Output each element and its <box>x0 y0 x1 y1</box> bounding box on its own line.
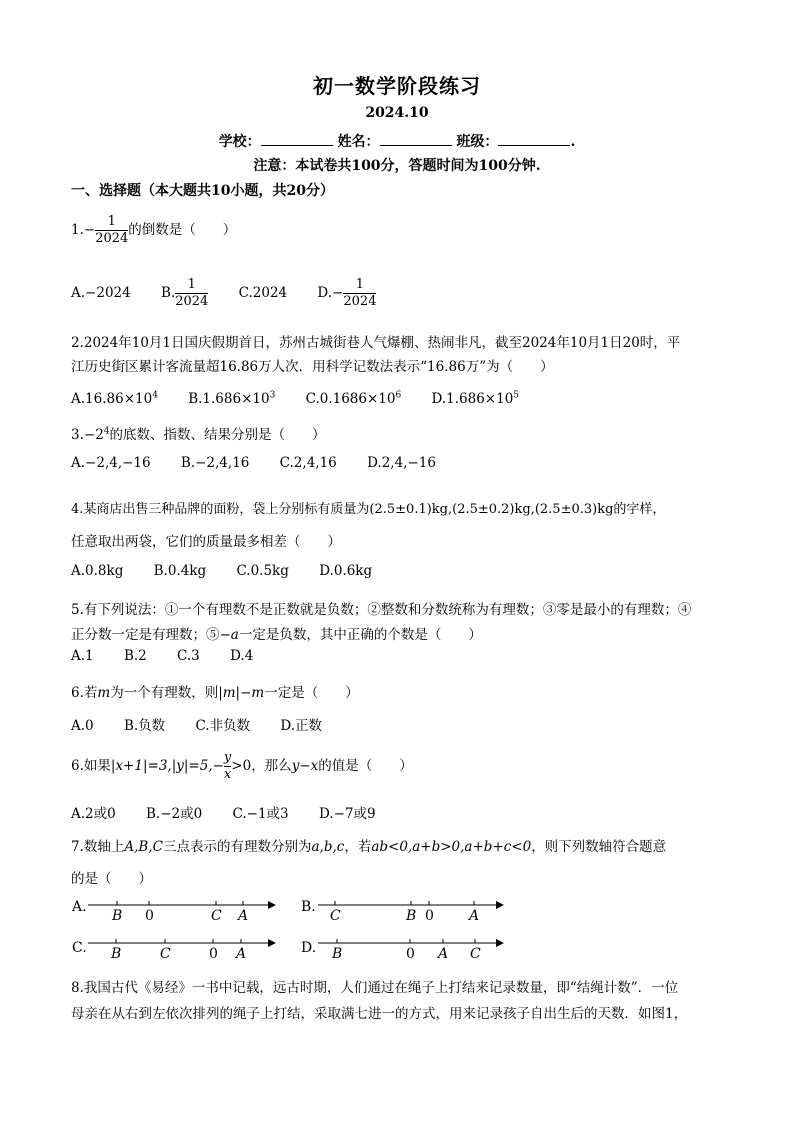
tick-label: C <box>160 946 171 962</box>
q2-options <box>71 390 545 407</box>
q1-option-b-num: 1 <box>187 277 196 292</box>
class-label: 班级： <box>456 134 499 150</box>
number-line-b <box>301 899 504 924</box>
name-blank <box>380 133 452 146</box>
q6b-pre: 6.如果 <box>71 758 111 774</box>
q1-option-b <box>161 277 209 309</box>
number-line-a-arrow <box>268 901 276 909</box>
q3-option-c: C.2,4,16 <box>279 455 337 471</box>
q2-option-d-text: D.1.686×10 <box>431 390 514 407</box>
number-line-c-arrow <box>268 939 276 947</box>
tick-label: 0 <box>425 908 434 924</box>
q2-option-a-text: A.16.86×10 <box>71 390 153 407</box>
q7-condition: ab<0,a+b>0,a+b+c<0 <box>371 839 532 855</box>
number-line-c <box>72 939 276 962</box>
q5-line-2-post: 一定是负数，其中正确的个数是（ ） <box>238 627 482 643</box>
q7-line-1 <box>71 835 666 855</box>
name-label: 姓名： <box>337 134 380 150</box>
q1-option-d <box>317 277 377 309</box>
q7-pre: 7.数轴上 <box>71 839 125 855</box>
tick-label: A <box>238 908 249 924</box>
q6a-post: 一定是（ ） <box>264 685 359 701</box>
q1-denominator: 2024 <box>95 231 129 246</box>
q5-line-1: 5.有下列说法：①一个有理数不是正数就是负数；②整数和分数统称为有理数；③零是最小的有理数；④ <box>71 602 692 618</box>
q6b-expression-1: |x+1|=3,|y|=5,− <box>110 758 224 774</box>
q6a-pre: 6.若 <box>71 685 98 701</box>
tick-label: C <box>470 946 481 962</box>
q7-post: ，则下列数轴符合题意 <box>531 839 667 855</box>
q4-line-1: 4.某商店出售三种品牌的面粉，袋上分别标有质量为(2.5±0.1)kg,(2.5±0.2)kg,(2.5±0.3)kg的字样， <box>71 502 666 517</box>
q1-options <box>71 277 402 310</box>
class-blank <box>498 133 570 146</box>
q3-exp: 4 <box>103 426 110 437</box>
number-line-b-arrow <box>496 901 504 909</box>
tick-label: 0 <box>209 946 218 962</box>
q6a-option-a: A.0 <box>71 718 94 734</box>
number-line-d-arrow <box>496 939 504 947</box>
question-6a <box>71 681 359 701</box>
info-end: . <box>570 134 576 150</box>
q8-line-1: 8.我国古代《易经》一书中记载，远古时期，人们通过在绳子上打结来记录数量，即“结绳计数”．一位 <box>71 980 679 996</box>
q1-option-d-fraction <box>343 277 376 310</box>
q7-mid-2: ，若 <box>344 839 372 855</box>
page-title: 初一数学阶段练习 <box>313 74 481 98</box>
q3-options <box>71 455 462 471</box>
q6b-option-a: A.2或0 <box>71 806 116 822</box>
question-1 <box>71 214 236 247</box>
q1-option-a: A.−2024 <box>71 285 131 301</box>
tick-label: B <box>406 908 417 924</box>
q1-option-b-fraction <box>175 277 208 310</box>
q3-option-b: B.−2,4,16 <box>180 455 250 471</box>
q4-option-b: B.0.4kg <box>153 563 207 579</box>
tick-label: B <box>332 946 343 962</box>
q3-option-a: A.−2,4,−16 <box>71 455 151 471</box>
tick-label: C <box>330 908 341 924</box>
tick-label: A <box>236 946 247 962</box>
q3-base: 3.−2 <box>71 427 104 443</box>
q6b-options <box>71 802 402 822</box>
q2-option-b <box>188 391 275 407</box>
q6a-option-c: C.非负数 <box>195 718 251 734</box>
q5-line-2 <box>71 623 482 643</box>
question-3 <box>71 423 326 443</box>
q2-option-a-exp: 4 <box>152 390 158 400</box>
q6a-options <box>71 714 348 734</box>
q6b-expression-3: y−x <box>291 758 319 774</box>
q2-line-2: 江历史街区累计客流量超16.86万人次．用科学记数法表示“16.86万”为（ ） <box>71 359 554 375</box>
tick-label: C <box>211 908 222 924</box>
q2-option-d <box>432 391 520 407</box>
student-info-line <box>0 131 794 151</box>
q7-line-2: 的是（ ） <box>71 871 152 887</box>
q2-line-1: 2.2024年10月1日国庆假期首日，苏州古城街巷人气爆棚、热闹非凡，截至2024年10月1日20时，平 <box>71 335 681 351</box>
q2-option-c-exp: 6 <box>395 390 402 400</box>
q6b-option-b: B.−2或0 <box>146 806 203 822</box>
tick-label: 0 <box>406 946 415 962</box>
school-label: 学校： <box>218 134 261 150</box>
q1-suffix: 的倒数是（ ） <box>128 222 237 238</box>
q4-option-c: C.0.5kg <box>236 563 289 579</box>
q1-numerator: 1 <box>107 214 116 229</box>
q7-points: A,B,C <box>124 839 163 855</box>
q5-variable: −a <box>219 627 239 643</box>
q1-option-b-label: B. <box>161 285 176 301</box>
q5-option-c: C.3 <box>177 648 200 664</box>
q6b-denominator: x <box>223 767 232 782</box>
tick-label: A <box>469 908 480 924</box>
tick-label: B <box>112 908 123 924</box>
q6b-option-c: C.−1或3 <box>232 806 289 822</box>
q6b-option-d: D.−7或9 <box>318 806 376 822</box>
q6a-variable: m <box>97 685 111 701</box>
q7-variables: a,b,c <box>311 839 345 855</box>
q1-option-d-num: 1 <box>355 277 365 292</box>
q5-option-d: D.4 <box>230 648 254 664</box>
q1-option-d-den: 2024 <box>343 294 377 309</box>
q2-option-b-text: B.1.686×10 <box>188 390 270 407</box>
q5-line-2-pre: 正分数一定是有理数；⑤ <box>71 627 220 643</box>
exam-date: 2024.10 <box>365 105 429 121</box>
q4-options <box>71 563 398 579</box>
q3-suffix: 的底数、指数、结果分别是（ ） <box>109 427 326 443</box>
q2-option-c-text: C.0.1686×10 <box>305 390 396 407</box>
number-line-d <box>301 939 504 962</box>
q6a-option-d: D.正数 <box>280 718 323 734</box>
section-heading: 一、选择题（本大题共10小题，共20分） <box>71 183 334 199</box>
q2-option-c <box>306 391 402 407</box>
q1-fraction <box>95 214 128 247</box>
q1-prefix: 1.− <box>71 222 96 238</box>
tick-label: 0 <box>145 908 154 924</box>
q1-option-b-den: 2024 <box>175 294 209 309</box>
q7-number-lines <box>0 890 794 970</box>
q3-option-d: D.2,4,−16 <box>367 455 436 471</box>
q5-option-b: B.2 <box>123 648 147 664</box>
q2-option-a <box>71 391 158 407</box>
number-line-d-label: D. <box>301 940 317 956</box>
q8-line-2: 母亲在从右到左依次排列的绳子上打结，采取满七进一的方式，用来记录孩子自出生后的天数．如图1， <box>71 1006 688 1022</box>
school-blank <box>261 133 333 146</box>
q6a-mid: 为一个有理数，则 <box>110 685 219 701</box>
question-6b <box>71 750 413 783</box>
exam-notice: 注意：本试卷共100分，答题时间为100分钟. <box>253 158 541 174</box>
number-line-b-label: B. <box>301 899 316 915</box>
number-line-a-label: A. <box>72 899 87 915</box>
q5-option-a: A.1 <box>71 648 94 664</box>
number-line-c-label: C. <box>72 940 87 956</box>
q4-line-2: 任意取出两袋，它们的质量最多相差（ ） <box>71 534 341 550</box>
q6b-mid: ，那么 <box>251 758 292 774</box>
q1-option-d-label: D.− <box>317 285 344 301</box>
q1-option-c: C.2024 <box>238 285 288 301</box>
q4-option-a: A.0.8kg <box>71 563 124 579</box>
q5-options <box>71 648 279 664</box>
tick-label: A <box>438 946 449 962</box>
q6a-option-b: B.负数 <box>123 718 166 734</box>
q6b-numerator: y <box>223 750 232 765</box>
q2-option-d-exp: 5 <box>513 390 520 400</box>
q7-mid: 三点表示的有理数分别为 <box>162 839 312 855</box>
q6b-post: 的值是（ ） <box>318 758 413 774</box>
q6a-expression: |m|−m <box>218 685 265 701</box>
q6b-expression-2: >0 <box>231 758 252 774</box>
q4-option-d: D.0.6kg <box>319 563 373 579</box>
tick-label: B <box>111 946 122 962</box>
number-line-a <box>71 899 276 924</box>
q2-option-b-exp: 3 <box>269 390 276 400</box>
